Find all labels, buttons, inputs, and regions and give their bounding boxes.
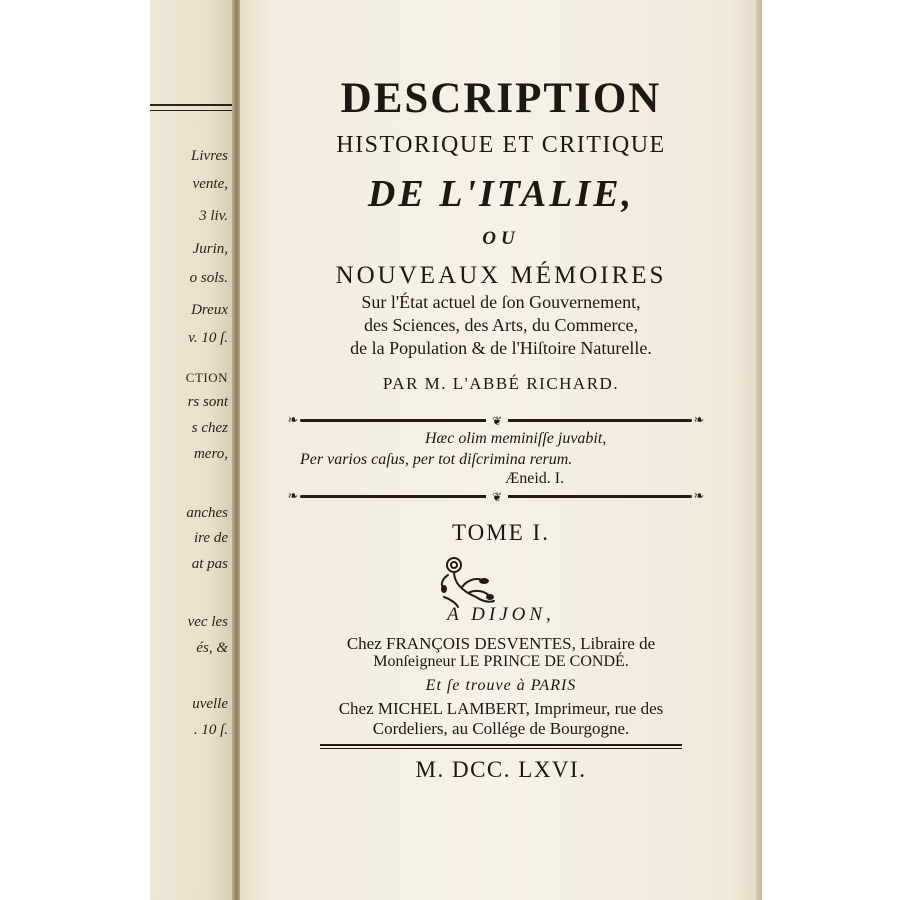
rule-end-ornament-icon: ❧ xyxy=(287,489,299,504)
left-page-line: Jurin, xyxy=(192,241,228,257)
left-page-line: at pas xyxy=(191,556,228,572)
left-page-line: CTION xyxy=(185,370,228,385)
left-page-line: és, & xyxy=(196,640,228,656)
subtitle-historique: HISTORIQUE ET CRITIQUE xyxy=(336,132,666,158)
rule-center-ornament-icon: ❦ xyxy=(486,414,508,428)
rule-center-ornament-icon: ❦ xyxy=(486,490,508,504)
subtitle-line: de la Population & de l'Hiſtoire Naturelle. xyxy=(350,338,652,358)
title-italie: DE L'ITALIE, xyxy=(367,173,635,215)
rule-end-ornament-icon: ❧ xyxy=(287,413,299,428)
left-page-line: uvelle xyxy=(192,696,228,712)
rule-end-ornament-icon: ❧ xyxy=(693,489,705,504)
left-page-line: . 10 ſ. xyxy=(193,722,228,738)
left-page-line: o sols. xyxy=(189,270,228,286)
imprint-line: Monſeigneur LE PRINCE DE CONDÉ. xyxy=(373,653,629,670)
left-page-line: vec les xyxy=(187,614,228,630)
left-page-rule xyxy=(150,104,236,106)
left-page-line: ire de xyxy=(193,530,228,546)
left-page-line: Dreux xyxy=(191,302,228,318)
epigraph-line: Hæc olim meminiſſe juvabit, xyxy=(425,430,607,447)
imprint-line: Chez MICHEL LAMBERT, Imprimeur, rue des xyxy=(338,699,664,718)
ornamental-rule xyxy=(287,489,705,504)
publication-year: M. DCC. LXVI. xyxy=(415,757,587,782)
open-book xyxy=(150,0,762,900)
ornamental-rule xyxy=(287,413,705,428)
imprint-line: Et ſe trouve à PARIS xyxy=(425,677,577,694)
subtitle-line: Sur l'État actuel de ſon Gouvernement, xyxy=(361,292,641,312)
epigraph-source: Æneid. I. xyxy=(505,470,565,487)
left-page-line: s chez xyxy=(191,420,228,436)
left-page-line: mero, xyxy=(193,446,228,462)
imprint-line: Cordeliers, au Collége de Bourgogne. xyxy=(372,719,630,738)
imprint-line: Chez FRANÇOIS DESVENTES, Libraire de xyxy=(346,634,656,653)
subtitle-line: des Sciences, des Arts, du Commerce, xyxy=(364,315,638,335)
rule-line xyxy=(320,748,682,749)
left-page-line: rs sont xyxy=(187,394,228,410)
left-page-line: Livres xyxy=(191,148,228,164)
subtitle-nouveaux-memoires: NOUVEAUX MÉMOIRES xyxy=(335,262,667,289)
imprint-city: A DIJON, xyxy=(447,604,555,625)
double-rule xyxy=(320,744,682,750)
left-page-rule-thin xyxy=(150,110,236,111)
flower-ornament-icon xyxy=(432,553,500,609)
author-line: PAR M. L'ABBÉ RICHARD. xyxy=(382,374,620,393)
conjunction-ou: OU xyxy=(482,228,520,249)
title-page xyxy=(240,0,762,900)
rule-line xyxy=(320,744,682,746)
left-page-line: v. 10 ſ. xyxy=(188,330,228,346)
volume-label: TOME I. xyxy=(452,520,550,545)
left-page-line: 3 liv. xyxy=(199,208,228,224)
left-page-line: anches xyxy=(186,505,228,521)
rule-end-ornament-icon: ❧ xyxy=(693,413,705,428)
title-description: DESCRIPTION xyxy=(340,75,662,122)
left-page xyxy=(150,0,236,900)
epigraph-line: Per varios caſus, per tot diſcrimina rerum. xyxy=(300,451,573,468)
left-page-line: vente, xyxy=(192,176,228,192)
